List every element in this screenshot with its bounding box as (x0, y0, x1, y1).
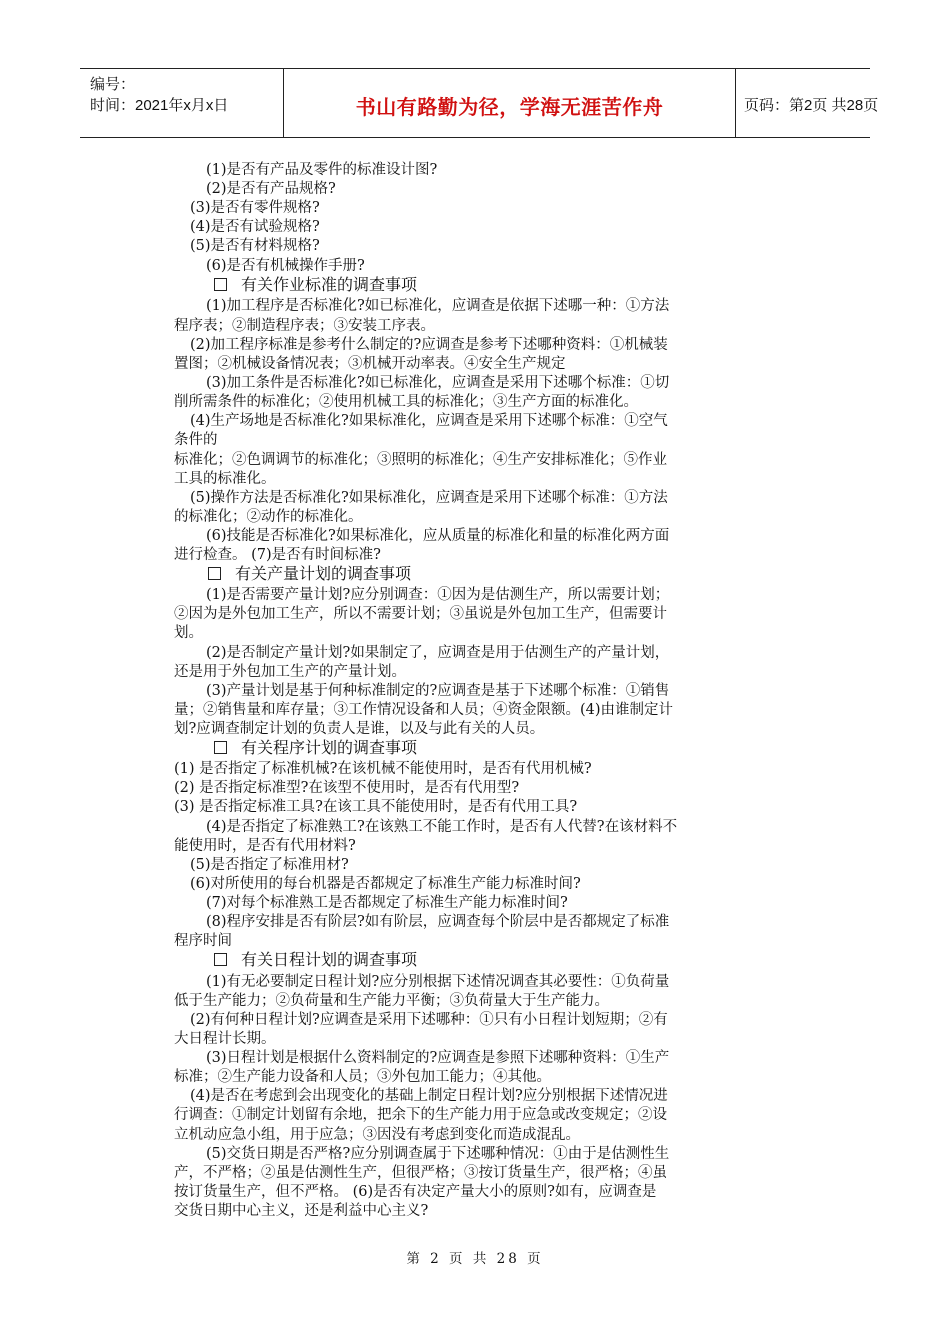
body-text-line: 的标准化；②动作的标准化。 (174, 509, 363, 525)
body-text-line: 标准；②生产能力设备和人员；③外包加工能力；④其他。 (174, 1069, 551, 1085)
date-label: 时间：2021年x月x日 (90, 97, 229, 114)
section-heading (208, 565, 411, 583)
body-text-line: (5)交货日期是否严格?应分别调查属于下述哪种情况：①由于是估测性生 (206, 1146, 670, 1162)
code-label: 编号： (90, 76, 136, 93)
body-text-line: 削所需条件的标准化；②使用机械工具的标准化；③生产方面的标准化。 (174, 394, 638, 410)
body-text-line: (1)加工程序是否标准化?如已标准化，应调查是依据下述哪一种：①方法 (206, 298, 670, 314)
body-text-line: 立机动应急小组，用于应急；③因没有考虑到变化而造成混乱。 (174, 1127, 580, 1143)
body-text-line: (5)是否有材料规格? (190, 238, 320, 254)
body-text-line: (3)日程计划是根据什么资料制定的?应调查是参照下述哪种资料：①生产 (206, 1050, 670, 1066)
section-heading (214, 739, 417, 757)
body-text-line: 产，不严格；②虽是估测性生产，但很严格；③按订货量生产，很严格；④虽 (174, 1165, 667, 1181)
body-text-line: (4)是否在考虑到会出现变化的基础上制定日程计划?应分别根据下述情况进 (190, 1088, 668, 1104)
body-text-line: (4)生产场地是否标准化?如果标准化，应调查是采用下述哪个标准：①空气 (190, 413, 668, 429)
body-text-line: 标准化；②色调调节的标准化；③照明的标准化；④生产安排标准化；⑤作业 (174, 452, 667, 468)
body-text-line: (6)对所使用的每台机器是否都规定了标准生产能力标准时间? (190, 876, 581, 892)
body-text-line: (4)是否指定了标准熟工?在该熟工不能工作时，是否有人代替?在该材料不 (206, 819, 678, 835)
body-text-line: (3) 是否指定标准工具?在该工具不能使用时，是否有代用工具? (174, 799, 578, 815)
body-text-line: 行调查：①制定计划留有余地，把余下的生产能力用于应急或改变规定；②设 (174, 1107, 667, 1123)
section-heading (214, 951, 417, 969)
checkbox-square-icon (214, 953, 227, 966)
body-text-line: 能使用时，是否有代用材料? (174, 838, 356, 854)
body-text-line: 按订货量生产，但不严格。 (6)是否有决定产量大小的原则?如有，应调查是 (174, 1184, 657, 1200)
page-footer: 第 2 页 共 28 页 (406, 1251, 544, 1267)
body-text-line: 条件的 (174, 432, 218, 448)
body-text-line: (1)是否有产品及零件的标准设计图? (206, 162, 438, 178)
body-text-line: (6)是否有机械操作手册? (206, 258, 365, 274)
section-heading-text: 有关程序计划的调查事项 (241, 738, 418, 757)
body-text-line: (2) 是否指定标准型?在该型不使用时，是否有代用型? (174, 780, 520, 796)
body-text-line: (8)程序安排是否有阶层?如有阶层，应调查每个阶层中是否都规定了标准 (206, 914, 670, 930)
body-text-line: (7)对每个标准熟工是否都规定了标准生产能力标准时间? (206, 895, 568, 911)
motto-text: 书山有路勤为径，学海无涯苦作舟 (355, 95, 664, 119)
body-text-line: 低于生产能力；②负荷量和生产能力平衡；③负荷量大于生产能力。 (174, 993, 609, 1009)
body-text-line: 量；②销售量和库存量；③工作情况设备和人员；④资金限额。(4)由谁制定计 (174, 702, 674, 718)
body-text-line: (5)操作方法是否标准化?如果标准化，应调查是采用下述哪个标准：①方法 (190, 490, 668, 506)
body-text-line: (4)是否有试验规格? (190, 219, 320, 235)
body-text-line: ②因为是外包加工生产，所以不需要计划；③虽说是外包加工生产，但需要计 (174, 606, 667, 622)
body-text-line: (3)产量计划是基于何种标准制定的?应调查是基于下述哪个标准：①销售 (206, 683, 670, 699)
body-text-line: 程序时间 (174, 933, 232, 949)
body-text-line: (5)是否指定了标准用材? (190, 857, 349, 873)
page-info: 页码：第2页 共28页 (744, 97, 879, 114)
body-text-line: 还是用于外包加工生产的产量计划。 (174, 664, 406, 680)
body-text-line: 程序表；②制造程序表；③安装工序表。 (174, 318, 435, 334)
body-text-line: (3)加工条件是否标准化?如已标准化，应调查是采用下述哪个标准：①切 (206, 375, 670, 391)
body-text-line: 划。 (174, 625, 203, 641)
checkbox-square-icon (214, 741, 227, 754)
body-text-line: 进行检查。 (7)是否有时间标准? (174, 547, 381, 563)
body-text-line: (2)是否有产品规格? (206, 181, 336, 197)
section-heading-text: 有关日程计划的调查事项 (241, 950, 418, 969)
section-heading-text: 有关作业标准的调查事项 (241, 275, 418, 294)
section-heading (214, 276, 417, 294)
body-text-line: (2)有何种日程计划?应调查是采用下述哪种：①只有小日程计划短期；②有 (190, 1012, 668, 1028)
section-heading-text: 有关产量计划的调查事项 (235, 564, 412, 583)
body-text-line: (6)技能是否标准化?如果标准化，应从质量的标准化和量的标准化两方面 (206, 528, 670, 544)
checkbox-square-icon (208, 567, 221, 580)
body-text-line: 交货日期中心主义，还是利益中心主义? (174, 1203, 429, 1219)
body-text-line: 划?应调查制定计划的负责人是谁，以及与此有关的人员。 (174, 721, 545, 737)
body-text-line: 大日程计长期。 (174, 1031, 276, 1047)
body-text-line: (3)是否有零件规格? (190, 200, 320, 216)
body-text-line: (1) 是否指定了标准机械?在该机械不能使用时，是否有代用机械? (174, 761, 592, 777)
body-text-line: (2)是否制定产量计划?如果制定了，应调查是用于估测生产的产量计划， (206, 645, 670, 661)
body-text-line: (2)加工程序标准是参考什么制定的?应调查是参考下述哪种资料：①机械装 (190, 337, 668, 353)
body-text-line: (1)是否需要产量计划?应分别调查：①因为是估测生产，所以需要计划； (206, 587, 670, 603)
body-text-line: 置图；②机械设备情况表；③机械开动率表。④安全生产规定 (174, 356, 566, 372)
body-text-line: (1)有无必要制定日程计划?应分别根据下述情况调查其必要性：①负荷量 (206, 974, 670, 990)
checkbox-square-icon (214, 278, 227, 291)
body-text-line: 工具的标准化。 (174, 471, 276, 487)
